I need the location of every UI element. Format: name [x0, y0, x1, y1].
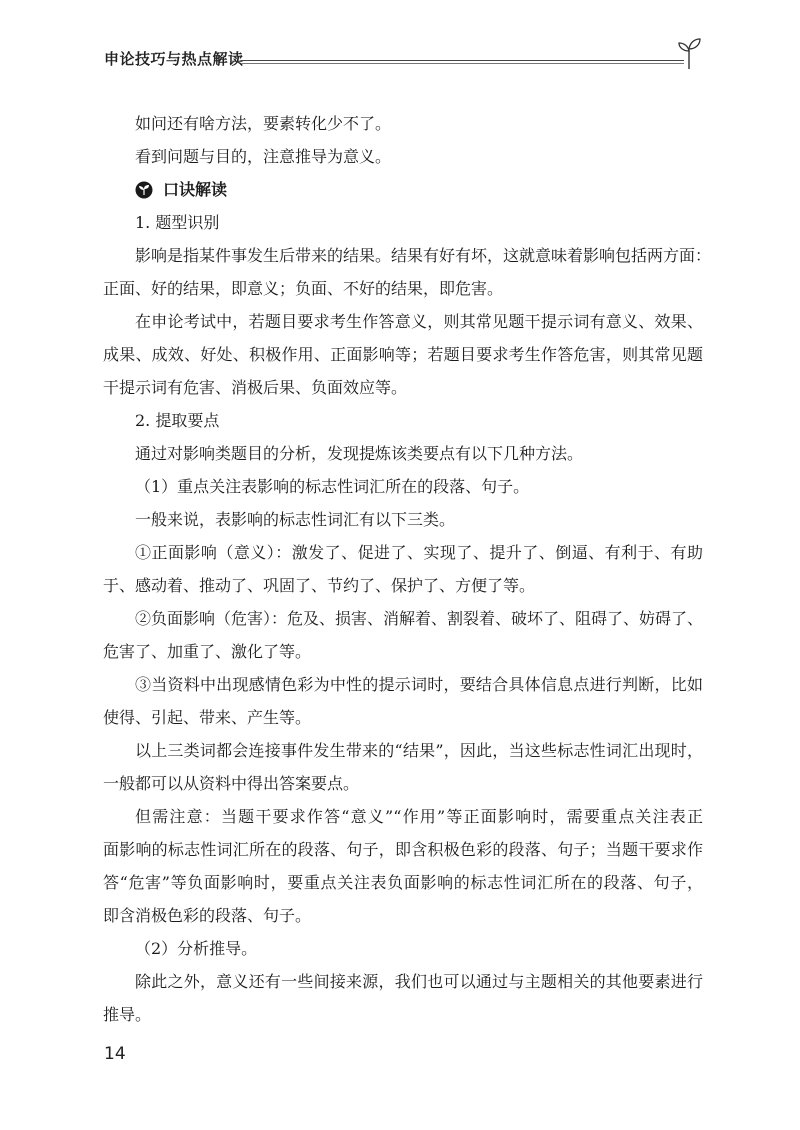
paragraph-line: 使得、引起、带来、产生等。: [103, 708, 312, 727]
paragraph-line: 以上三类词都会连接事件发生带来的“结果”，因此，当这些标志性词汇出现时，: [135, 741, 703, 760]
paragraph-line: ③当资料中出现感情色彩为中性的提示词时，要结合具体信息点进行判断，比如: [135, 675, 703, 694]
paragraph-line: 成果、成效、好处、积极作用、正面影响等；若题目要求考生作答危害，则其常见题: [103, 345, 703, 364]
section-heading-text: 口诀解读: [163, 180, 228, 199]
running-header: [100, 46, 700, 72]
page-number: 14: [104, 1044, 126, 1064]
page-body: [103, 107, 712, 1031]
paragraph-line: （2）分析推导。: [135, 939, 258, 958]
sprout-badge-icon: [135, 181, 153, 199]
sprout-icon: [676, 36, 702, 70]
paragraph-line: 即含消极色彩的段落、句子。: [103, 906, 312, 925]
paragraph-line: 推导。: [103, 1005, 152, 1024]
section-heading: [103, 173, 703, 206]
paragraph-line: 一般都可以从资料中得出答案要点。: [103, 774, 360, 793]
paragraph-line: 面影响的标志性词汇所在的段落、句子，即含积极色彩的段落、句子；当题干要求作: [103, 840, 703, 859]
header-rule: [242, 60, 684, 61]
paragraph-line: 干提示词有危害、消极后果、负面效应等。: [103, 378, 408, 397]
subheading: 1. 题型识别: [135, 213, 220, 232]
paragraph-line: 正面、好的结果，即意义；负面、不好的结果，即危害。: [103, 279, 504, 298]
verse-line: 看到问题与目的，注意推导为意义。: [135, 147, 392, 166]
header-title: 申论技巧与热点解读: [104, 50, 244, 68]
paragraph-line: ②负面影响（危害）：危及、损害、消解着、割裂着、破坏了、阻碍了、妨碍了、: [135, 609, 704, 628]
paragraph-line: 一般来说，表影响的标志性词汇有以下三类。: [135, 510, 456, 529]
paragraph-line: 于、感动着、推动了、巩固了、节约了、保护了、方便了等。: [103, 576, 536, 595]
paragraph-line: 答“危害”等负面影响时，要重点关注表负面影响的标志性词汇所在的段落、句子，: [103, 873, 703, 892]
verse-line: 如问还有啥方法，要素转化少不了。: [135, 114, 392, 133]
paragraph-line: 通过对影响类题目的分析，发现提炼该类要点有以下几种方法。: [135, 444, 584, 463]
header-rule-secondary: [242, 63, 684, 64]
paragraph-line: 除此之外，意义还有一些间接来源，我们也可以通过与主题相关的其他要素进行: [135, 972, 703, 991]
paragraph-line: 在申论考试中，若题目要求考生作答意义，则其常见题干提示词有意义、效果、: [135, 312, 703, 331]
paragraph-line: 但需注意：当题干要求作答“意义”“作用”等正面影响时，需要重点关注表正: [135, 807, 703, 826]
paragraph-line: 影响是指某件事发生后带来的结果。结果有好有坏，这就意味着影响包括两方面：: [135, 246, 712, 265]
subheading: 2. 提取要点: [135, 411, 220, 430]
paragraph-line: ①正面影响（意义）：激发了、促进了、实现了、提升了、倒逼、有利于、有助: [135, 543, 703, 562]
paragraph-line: （1）重点关注表影响的标志性词汇所在的段落、句子。: [135, 477, 530, 496]
paragraph-line: 危害了、加重了、激化了等。: [103, 642, 312, 661]
